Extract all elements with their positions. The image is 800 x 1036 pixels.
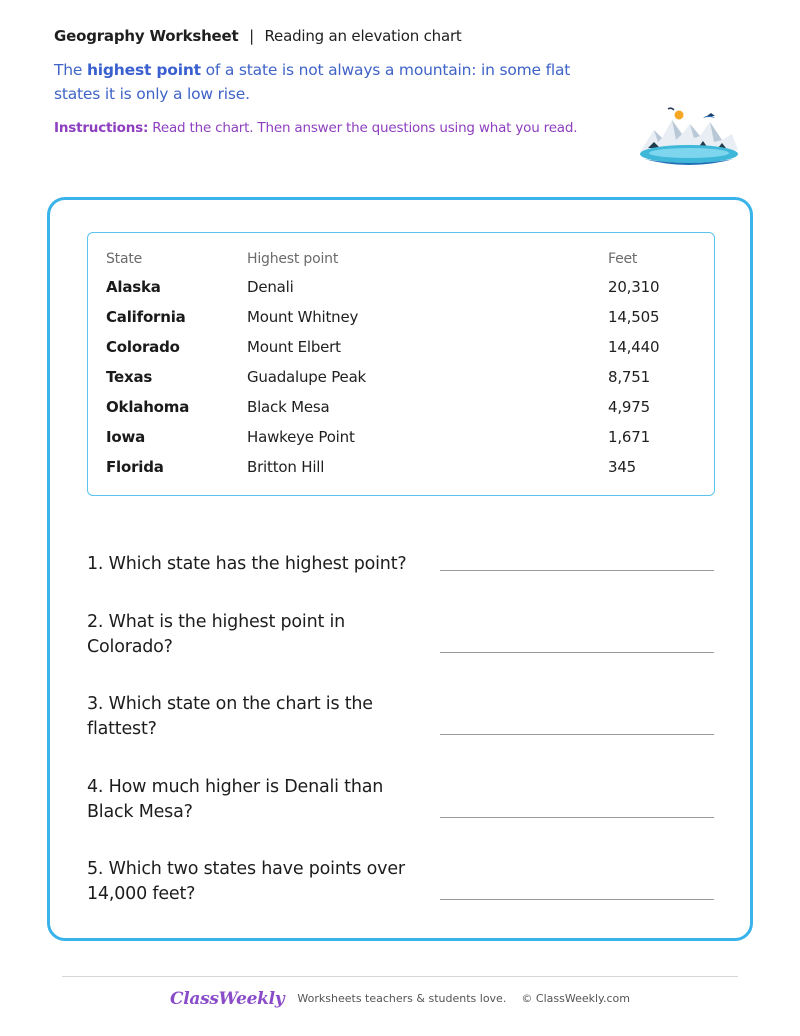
cell-highest-point: Black Mesa <box>247 398 330 416</box>
table-row <box>88 456 714 478</box>
instructions-text: Read the chart. Then answer the questions using what you read. <box>148 120 578 136</box>
footer-divider <box>62 976 738 977</box>
intro-before: The <box>54 61 87 79</box>
cell-state: California <box>106 308 186 326</box>
cell-feet: 4,975 <box>608 398 650 416</box>
cell-state: Alaska <box>106 278 161 296</box>
elevation-table <box>87 232 715 496</box>
answer-line-4[interactable] <box>440 817 714 818</box>
cell-highest-point: Hawkeye Point <box>247 428 355 446</box>
table-row <box>88 396 714 418</box>
cell-feet: 14,440 <box>608 338 660 356</box>
worksheet-header <box>54 26 462 46</box>
intro-highlight: highest point <box>86 61 201 79</box>
footer <box>0 988 800 1009</box>
cell-feet: 1,671 <box>608 428 650 446</box>
cell-state: Texas <box>106 368 153 386</box>
cell-feet: 14,505 <box>608 308 660 326</box>
table-header-row <box>88 248 714 270</box>
table-row <box>88 426 714 448</box>
question-5: 5. Which two states have points over 14,000 feet? <box>87 859 405 904</box>
header-feet: Feet <box>608 251 638 267</box>
footer-copyright: © ClassWeekly.com <box>521 992 630 1005</box>
instructions-label: Instructions: <box>54 120 149 136</box>
cell-feet: 345 <box>608 458 637 476</box>
cell-highest-point: Britton Hill <box>247 458 325 476</box>
cell-highest-point: Denali <box>247 278 294 296</box>
question-3: 3. Which state on the chart is the flattest? <box>87 694 373 739</box>
table-row <box>88 276 714 298</box>
cell-state: Colorado <box>106 338 180 356</box>
header-separator: | <box>249 27 254 45</box>
cell-highest-point: Guadalupe Peak <box>247 368 367 386</box>
mountain-lake-icon <box>634 104 742 168</box>
cell-state: Iowa <box>106 428 146 446</box>
table-row <box>88 366 714 388</box>
worksheet-title: Geography Worksheet <box>54 27 239 45</box>
cell-feet: 8,751 <box>608 368 650 386</box>
cell-state: Oklahoma <box>106 398 190 416</box>
cell-highest-point: Mount Whitney <box>247 308 359 326</box>
answer-line-3[interactable] <box>440 734 714 735</box>
answer-line-1[interactable] <box>440 570 714 571</box>
question-4: 4. How much higher is Denali than Black Mesa? <box>87 777 384 822</box>
table-row <box>88 336 714 358</box>
cell-feet: 20,310 <box>608 278 660 296</box>
question-1: 1. Which state has the highest point? <box>87 554 407 574</box>
footer-tagline: Worksheets teachers & students love. <box>297 992 507 1005</box>
brand-logo[interactable]: ClassWeekly <box>170 988 285 1009</box>
answer-line-5[interactable] <box>440 899 714 900</box>
cell-highest-point: Mount Elbert <box>247 338 341 356</box>
answer-line-2[interactable] <box>440 652 714 653</box>
worksheet-subtitle: Reading an elevation chart <box>264 27 462 45</box>
table-row <box>88 306 714 328</box>
question-2: 2. What is the highest point in Colorado? <box>87 612 346 657</box>
intro-text <box>54 58 584 106</box>
instructions <box>54 119 577 137</box>
header-state: State <box>106 251 143 267</box>
cell-state: Florida <box>106 458 164 476</box>
intro-after: of a state is not always a mountain: in some flat states it is only a low rise. <box>54 61 571 103</box>
header-highest-point: Highest point <box>247 251 339 267</box>
